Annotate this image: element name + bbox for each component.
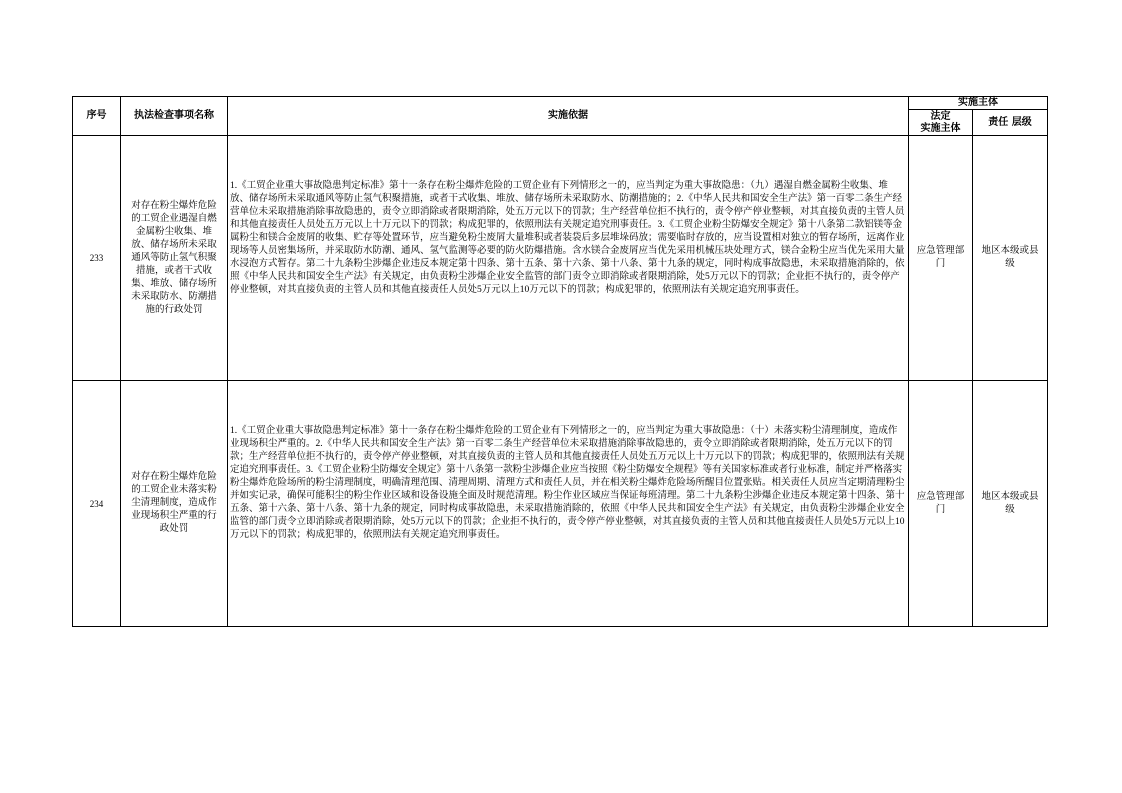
header-item-name: 执法检查事项名称 bbox=[121, 97, 228, 136]
row-level: 地区本级或县级 bbox=[973, 136, 1048, 381]
row-legal-subject: 应急管理部门 bbox=[909, 136, 973, 381]
row-basis bbox=[228, 136, 909, 381]
header-subject-group: 实施主体 bbox=[909, 97, 1048, 110]
row-item-name: 对存在粉尘爆炸危险的工贸企业遇湿自燃金属粉尘收集、堆放、储存场所未采取通风等防止氢气积聚措施，或者干式收集、堆放、储存场所未采取防水、防潮措施的行政处罚 bbox=[121, 136, 228, 381]
enforcement-items-table bbox=[72, 96, 1048, 627]
row-basis-text: 1.《工贸企业重大事故隐患判定标准》第十一条存在粉尘爆炸危险的工贸企业有下列情形之一的，应当判定为重大事故隐患：（十）未落实粉尘清理制度，造成作业现场积尘严重的。2.《中华人民共和国安全生产法》第一百零二条生产经营单位未采取措施消除事故隐患的，责令立即消除或者限期消除，处五万元以下的罚款；生产经营单位拒不执行的，责令停产停业整顿，对其直接负责的主管人员和其他直接责任人员处五万元以上十万元以下的罚款；构成犯罪的，依照刑法有关规定追究刑事责任。3.《工贸企业粉尘防爆安全规定》第十八条第一款粉尘涉爆企业应当按照《粉尘防爆安全规程》等有关国家标准或者行业标准，制定并严格落实粉尘爆炸危险场所的粉尘清理制度，明确清理范围、清理周期、清理方式和责任人员，并在相关粉尘爆炸危险场所醒目位置张贴。相关责任人员应当定期清理粉尘并如实记录，确保可能积尘的粉尘作业区域和设备设施全面及时规范清理。粉尘作业区域应当保证每班清理。第二十九条粉尘涉爆企业违反本规定第十四条、第十五条、第十六条、第十八条、第十九条的规定，同时构成事故隐患，未采取措施消除的，依照《中华人民共和国安全生产法》有关规定，由负责粉尘涉爆企业安全监管的部门责令立即消除或者限期消除，处5万元以下的罚款；企业拒不执行的，责令停产停业整顿，对其直接负责的主管人员和其他直接责任人员处5万元以上10万元以下的罚款；构成犯罪的，依照刑法有关规定追究刑事责任。 bbox=[230, 426, 905, 540]
row-seq: 233 bbox=[73, 136, 121, 381]
table-row bbox=[73, 381, 1048, 627]
row-item-name: 对存在粉尘爆炸危险的工贸企业未落实粉尘清理制度，造成作业现场积尘严重的行政处罚 bbox=[121, 381, 228, 627]
header-seq: 序号 bbox=[73, 97, 121, 136]
header-level: 责任 层级 bbox=[973, 110, 1048, 136]
table-row bbox=[73, 136, 1048, 381]
row-basis-text: 1.《工贸企业重大事故隐患判定标准》第十一条存在粉尘爆炸危险的工贸企业有下列情形之一的，应当判定为重大事故隐患：（九）遇湿自燃金属粉尘收集、堆放、储存场所未采取通风等防止氢气积聚措施，或者干式收集、堆放、储存场所未采取防水、防潮措施的；2.《中华人民共和国安全生产法》第一百零二条生产经营单位未采取措施消除事故隐患的，责令立即消除或者限期消除，处五万元以下的罚款；生产经营单位拒不执行的，责令停产停业整顿，对其直接负责的主管人员和其他直接责任人员处五万元以上十万元以下的罚款；构成犯罪的，依照刑法有关规定追究刑事责任。3.《工贸企业粉尘防爆安全规定》第十八条第二款铝镁等金属粉尘和镁合金废屑的收集、贮存等处置环节，应当避免粉尘废屑大量堆积或者装袋后多层堆垛码放；需要临时存放的，应当设置相对独立的暂存场所，远离作业现场等人员密集场所，并采取防水防潮、通风、氢气监测等必要的防火防爆措施。含水镁合金废屑应当优先采用机械压块处理方式，镁合金粉尘应当优先采用大量水浸泡方式暂存。第二十九条粉尘涉爆企业违反本规定第十四条、第十五条、第十六条、第十八条、第十九条的规定，同时构成事故隐患，未采取措施消除的，依照《中华人民共和国安全生产法》有关规定，由负责粉尘涉爆企业安全监管的部门责令立即消除或者限期消除，处5万元以下的罚款；企业拒不执行的，责令停产停业整顿，对其直接负责的主管人员和其他直接责任人员处5万元以上10万元以下的罚款；构成犯罪的，依照刑法有关规定追究刑事责任。 bbox=[230, 180, 905, 295]
row-basis bbox=[228, 381, 909, 627]
header-basis: 实施依据 bbox=[228, 97, 909, 136]
header-legal-subject bbox=[909, 110, 973, 136]
row-seq: 234 bbox=[73, 381, 121, 627]
header-legal-subject-text: 法定 实施主体 bbox=[920, 110, 961, 134]
row-legal-subject: 应急管理部门 bbox=[909, 381, 973, 627]
row-level: 地区本级或县级 bbox=[973, 381, 1048, 627]
